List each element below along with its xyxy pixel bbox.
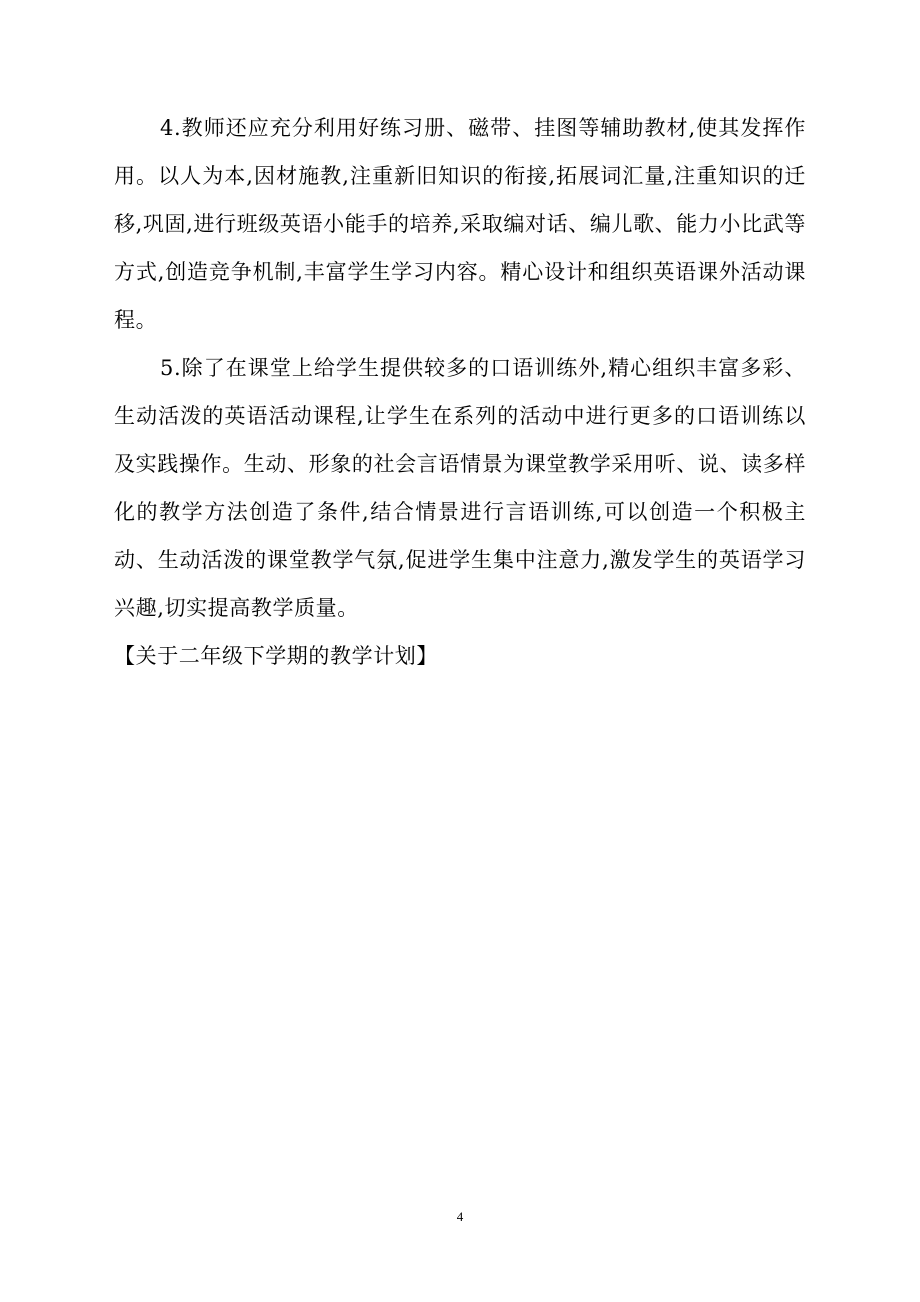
page-number: 4 xyxy=(456,1209,464,1224)
paragraph-4: 4.教师还应充分利用好练习册、磁带、挂图等辅助教材,使其发挥作用。以人为本,因材施教,注重新旧知识的衔接,拓展词汇量,注重知识的迁移,巩固,进行班级英语小能手的培养,采取编对话、编儿歌、能力小比武等方式,创造竞争机制,丰富学生学习内容。精心设计和组织英语课外活动课程。 xyxy=(114,116,806,332)
paragraph-5: 5.除了在课堂上给学生提供较多的口语训练外,精心组织丰富多彩、生动活泼的英语活动课程,让学生在系列的活动中进行更多的口语训练以及实践操作。生动、形象的社会言语情景为课堂教学采用听、说、读多样化的教学方法创造了条件,结合情景进行言语训练,可以创造一个积极主动、生动活泼的课堂教学气氛,促进学生集中注意力,激发学生的英语学习兴趣,切实提高教学质量。 xyxy=(114,356,806,620)
document-body xyxy=(114,104,806,680)
section-heading: 【关于二年级下学期的教学计划】 xyxy=(114,644,438,668)
